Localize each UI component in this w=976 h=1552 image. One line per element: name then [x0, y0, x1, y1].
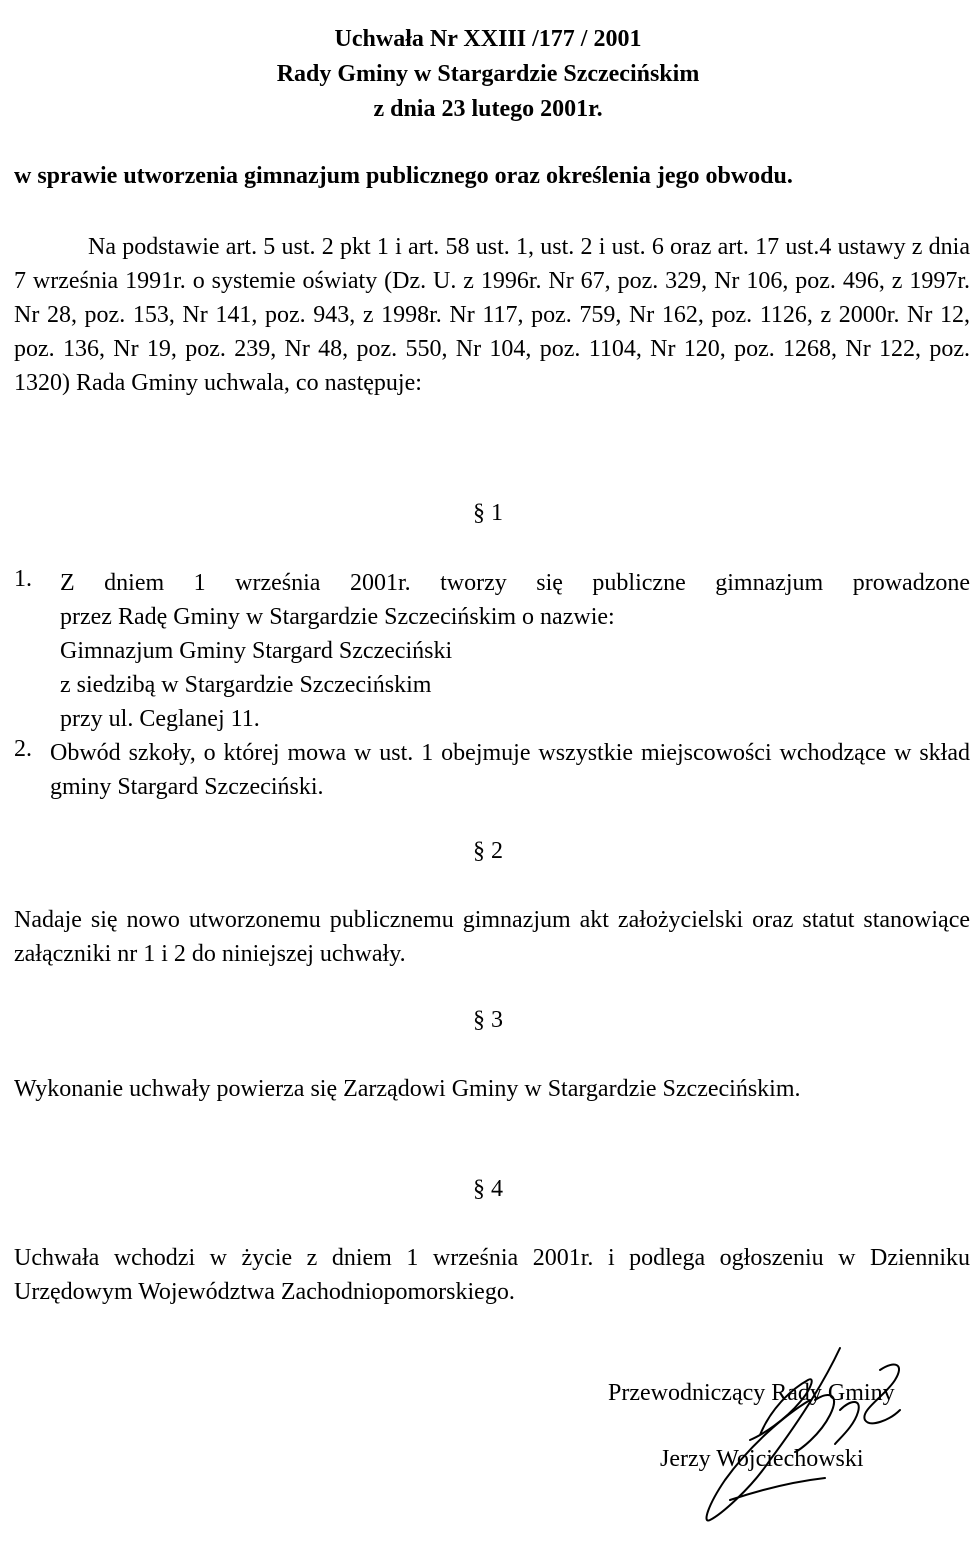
section-3-text: Wykonanie uchwały powierza się Zarządowi Gminy w Stargardzie Szczecińskim. — [14, 1076, 801, 1102]
section-2-text: Nadaje się nowo utworzonemu publicznemu gimnazjum akt założycielski oraz statut stanowiące załączniki nr 1 i 2 do niniejszej uchwały. — [14, 907, 970, 967]
handwritten-signature — [690, 1340, 930, 1530]
school-address: przy ul. Ceglanej 11. — [60, 706, 260, 732]
signatory-title: Przewodniczący Rady Gminy — [608, 1380, 895, 1406]
resolution-date: z dnia 23 lutego 2001r. — [373, 96, 603, 122]
section-1-item-2-number: 2. — [14, 736, 32, 762]
section-3-sign: § 3 — [473, 1007, 503, 1033]
section-1-sign: § 1 — [473, 500, 503, 526]
section-4-sign: § 4 — [473, 1176, 503, 1202]
section-1-item-1-line: Z dniem 1 września 2001r. tworzy się publiczne gimnazjum prowadzone — [60, 570, 970, 596]
section-4-text: Uchwała wchodzi w życie z dniem 1 września 2001r. i podlega ogłoszeniu w Dzienniku Urzędowym Województwa Zachodniopomorskiego. — [14, 1245, 970, 1305]
signatory-name: Jerzy Wojciechowski — [660, 1446, 864, 1472]
school-seat: z siedzibą w Stargardzie Szczecińskim — [60, 672, 432, 698]
section-1-item-2-text: Obwód szkoły, o której mowa w ust. 1 obejmuje wszystkie miejscowości wchodzące w skład gminy Stargard Szczeciński. — [50, 740, 970, 800]
section-1-item-1-line: przez Radę Gminy w Stargardzie Szczecińskim o nazwie: — [60, 604, 615, 630]
resolution-subject: w sprawie utworzenia gimnazjum publicznego oraz określenia jego obwodu. — [14, 163, 793, 189]
legal-basis: Na podstawie art. 5 ust. 2 pkt 1 i art. 58 ust. 1, ust. 2 i ust. 6 oraz art. 17 ust.4 ustawy z dnia 7 września 1991r. o systemie oświaty (Dz. U. z 1996r. Nr 67, poz. 329, Nr 106, poz. 496, z 1997r. Nr 28, poz. 153, Nr 141, poz. 943, z 1998r. Nr 117, poz. 759, Nr 162, poz. 1126, z 2000r. Nr 12, poz. 136, Nr 19, poz. 239, Nr 48, poz. 550, Nr 104, poz. 1104, Nr 120, poz. 1268, Nr 122, poz. 1320) Rada Gminy uchwala, co następuje: — [14, 234, 970, 396]
school-name: Gimnazjum Gminy Stargard Szczeciński — [60, 638, 453, 664]
section-1-item-1-number: 1. — [14, 566, 32, 592]
council-name: Rady Gminy w Stargardzie Szczecińskim — [276, 61, 700, 87]
resolution-number: Uchwała Nr XXIII /177 / 2001 — [334, 26, 642, 52]
section-2-sign: § 2 — [473, 838, 503, 864]
